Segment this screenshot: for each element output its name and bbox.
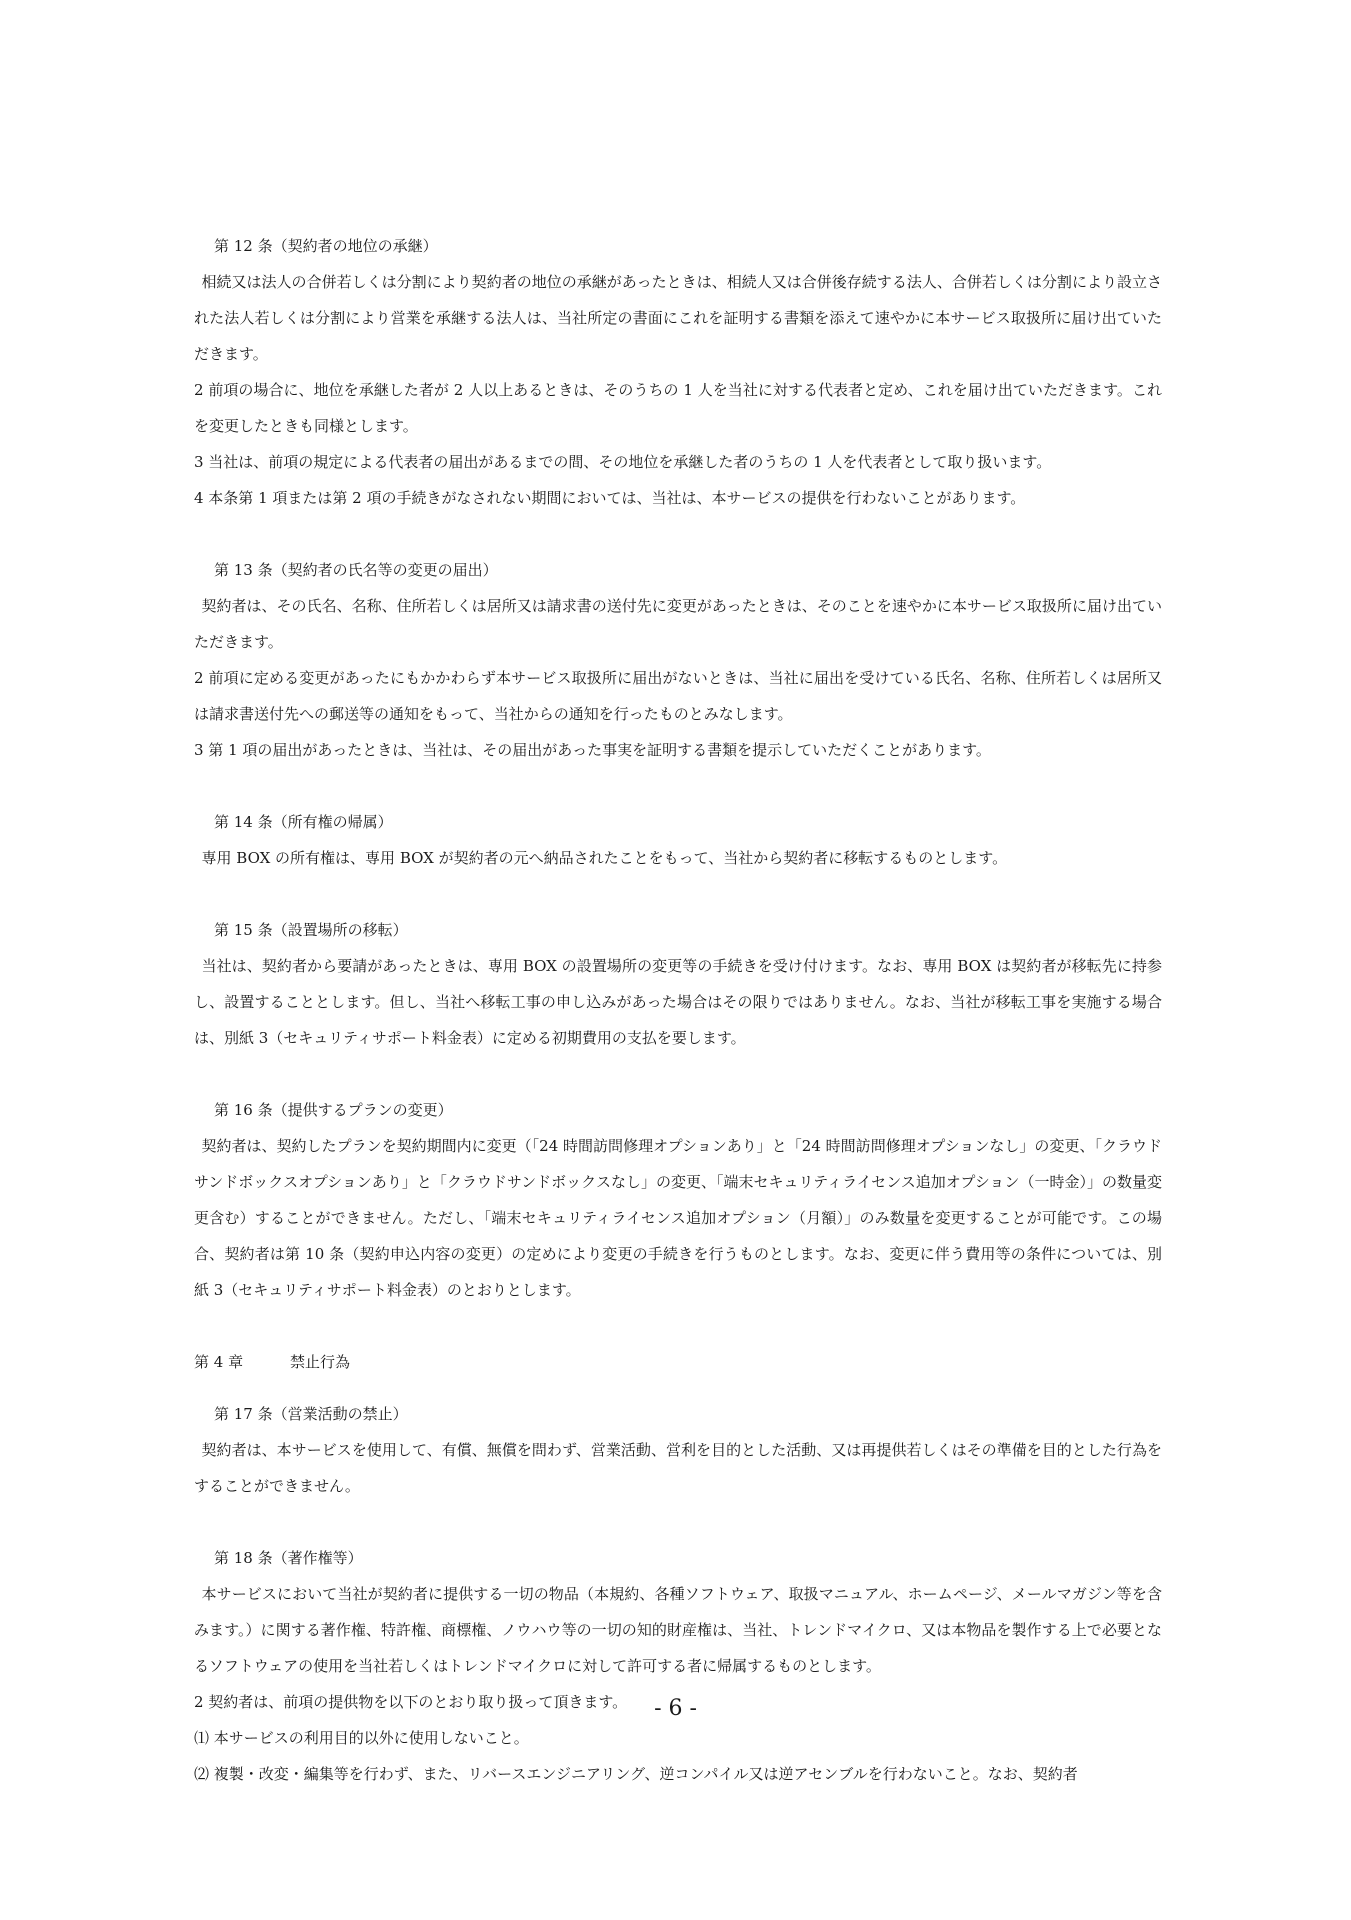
chapter-heading <box>194 1344 1162 1380</box>
article-12-title: 第 12 条（契約者の地位の承継） <box>214 237 438 255</box>
article-17-para-1: 契約者は、本サービスを使用して、有償、無償を問わず、営業活動、営利を目的とした活動、又は再提供若しくはその準備を目的とした行為をすることができません。 <box>194 1441 1162 1495</box>
spacer <box>194 1380 1162 1396</box>
article-14-title: 第 14 条（所有権の帰属） <box>214 813 393 831</box>
article-18-para-2: 2 契約者は、前項の提供物を以下のとおり取り扱って頂きます。 <box>194 1693 628 1711</box>
article-16-title: 第 16 条（提供するプランの変更） <box>214 1101 453 1119</box>
article-12-para-4: 4 本条第 1 項または第 2 項の手続きがなされない期間においては、当社は、本サービスの提供を行わないことがあります。 <box>194 489 1026 507</box>
article-18-item-1: ⑴ 本サービスの利用目的以外に使用しないこと。 <box>194 1729 529 1747</box>
chapter-number: 第 4 章 <box>194 1353 244 1371</box>
article-18-title: 第 18 条（著作権等） <box>214 1549 363 1567</box>
spacer <box>194 876 1162 912</box>
chapter-title: 禁止行為 <box>290 1353 351 1371</box>
article-12-para-3: 3 当社は、前項の規定による代表者の届出があるまでの間、その地位を承継した者のうちの 1 人を代表者として取り扱います。 <box>194 453 1052 471</box>
article-13-para-3: 3 第 1 項の届出があったときは、当社は、その届出があった事実を証明する書類を提示していただくことがあります。 <box>194 741 991 759</box>
article-13-para-1: 契約者は、その氏名、名称、住所若しくは居所又は請求書の送付先に変更があったときは、そのことを速やかに本サービス取扱所に届け出ていただきます。 <box>194 597 1162 651</box>
spacer <box>194 516 1162 552</box>
spacer <box>194 1308 1162 1344</box>
article-12-para-2: 2 前項の場合に、地位を承継した者が 2 人以上あるときは、そのうちの 1 人を当社に対する代表者と定め、これを届け出ていただきます。これを変更したときも同様とします。 <box>194 381 1162 435</box>
article-13-title: 第 13 条（契約者の氏名等の変更の届出） <box>214 561 498 579</box>
article-15-para-1: 当社は、契約者から要請があったときは、専用 BOX の設置場所の変更等の手続きを受け付けます。なお、専用 BOX は契約者が移転先に持参し、設置することとします。但し、当社へ移転工事の申し込みがあった場合はその限りではありません。なお、当社が移転工事を実施する場合は、別紙 3（セキュリティサポート料金表）に定める初期費用の支払を要します。 <box>194 957 1162 1047</box>
article-13-para-2: 2 前項に定める変更があったにもかかわらず本サービス取扱所に届出がないときは、当社に届出を受けている氏名、名称、住所若しくは居所又は請求書送付先への郵送等の通知をもって、当社からの通知を行ったものとみなします。 <box>194 669 1162 723</box>
article-18-item-2: ⑵ 複製・改変・編集等を行わず、また、リバースエンジニアリング、逆コンパイル又は逆アセンブルを行わないこと。なお、契約者 <box>194 1765 1078 1783</box>
document-body <box>194 228 1162 1792</box>
article-14-para-1: 専用 BOX の所有権は、専用 BOX が契約者の元へ納品されたことをもって、当社から契約者に移転するものとします。 <box>201 849 1008 867</box>
article-15-title: 第 15 条（設置場所の移転） <box>214 921 408 939</box>
spacer <box>194 1056 1162 1092</box>
article-17-title: 第 17 条（営業活動の禁止） <box>214 1405 408 1423</box>
spacer <box>194 1504 1162 1540</box>
page-number: - 6 - <box>654 1696 697 1721</box>
article-12-para-1: 相続又は法人の合併若しくは分割により契約者の地位の承継があったときは、相続人又は合併後存続する法人、合併若しくは分割により設立された法人若しくは分割により営業を承継する法人は、当社所定の書面にこれを証明する書類を添えて速やかに本サービス取扱所に届け出ていただきます。 <box>194 273 1162 363</box>
article-18-para-1: 本サービスにおいて当社が契約者に提供する一切の物品（本規約、各種ソフトウェア、取扱マニュアル、ホームページ、メールマガジン等を含みます。）に関する著作権、特許権、商標権、ノウハウ等の一切の知的財産権は、当社、トレンドマイクロ、又は本物品を製作する上で必要となるソフトウェアの使用を当社若しくはトレンドマイクロに対して許可する者に帰属するものとします。 <box>194 1585 1162 1675</box>
spacer <box>194 768 1162 804</box>
article-16-para-1: 契約者は、契約したプランを契約期間内に変更（「24 時間訪問修理オプションあり」と「24 時間訪問修理オプションなし」の変更、「クラウドサンドボックスオプションあり」と「クラウドサンドボックスなし」の変更、「端末セキュリティライセンス追加オプション（一時金）」の数量変更含む）することができません。ただし、「端末セキュリティライセンス追加オプション（月額）」のみ数量を変更することが可能です。この場合、契約者は第 10 条（契約申込内容の変更）の定めにより変更の手続きを行うものとします。なお、変更に伴う費用等の条件については、別紙 3（セキュリティサポート料金表）のとおりとします。 <box>194 1137 1162 1299</box>
